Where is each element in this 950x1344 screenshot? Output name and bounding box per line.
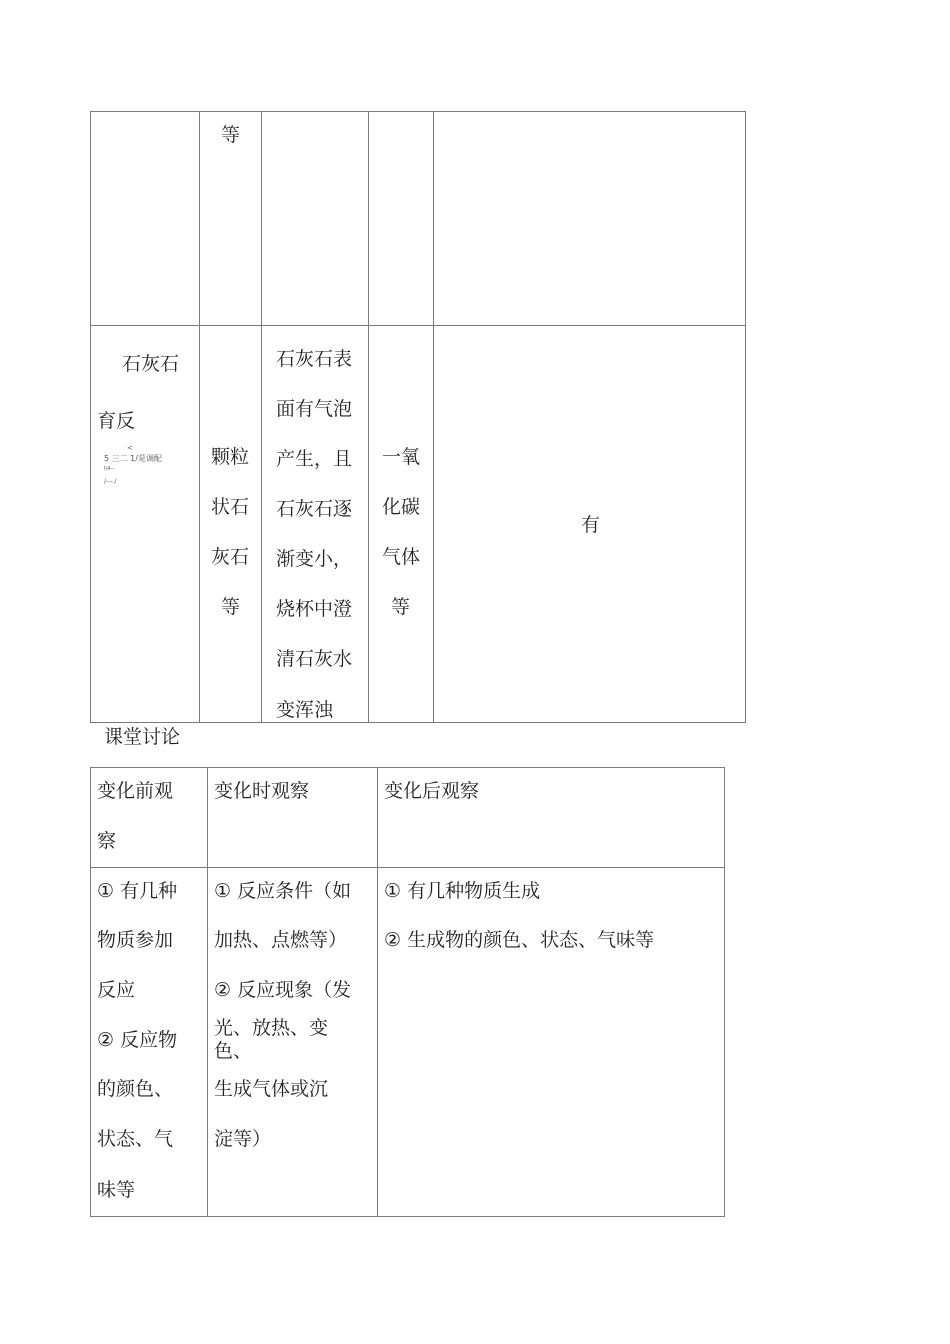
table-upper-col-border-5 — [745, 111, 746, 723]
table-upper-r2-c4-line4: 等 — [391, 596, 411, 618]
table-upper-r2-c2-line3: 灰石 — [211, 546, 250, 568]
table-lower-header-c3: 变化后观察 — [384, 780, 480, 802]
scan-smudge-1: < — [127, 444, 133, 452]
table-lower-header-c1-line2: 察 — [97, 830, 117, 852]
table-lower-col-border-0 — [90, 767, 91, 1217]
section-title: 课堂讨论 — [104, 726, 181, 748]
table-upper-col-border-1 — [199, 111, 200, 723]
table-lower-c3-line2: ② 生成物的颜色、状态、气味等 — [384, 929, 655, 951]
table-lower-c2-line3: ② 反应现象（发 — [214, 979, 352, 1001]
table-upper-r2-c3-line7: 清石灰水 — [276, 648, 353, 670]
table-lower-c3-line1: ① 有几种物质生成 — [384, 880, 541, 902]
table-upper-bottom-border — [90, 722, 746, 723]
scan-smudge-4: /---./ — [104, 478, 117, 485]
table-upper-r2-c2-line4: 等 — [221, 596, 241, 618]
table-upper-row-divider — [90, 325, 746, 326]
table-upper-r2-c4-line1: 一氧 — [382, 446, 421, 468]
table-lower-top-border — [90, 767, 725, 768]
scan-smudge-2: 5 三二 1/是调配 — [104, 454, 162, 463]
table-lower-c2-line2: 加热、点燃等） — [214, 929, 348, 951]
table-lower-bottom-border — [90, 1216, 725, 1217]
table-upper-r2-c1-line1: 石灰石 — [122, 353, 180, 375]
table-lower-col-border-2 — [377, 767, 378, 1217]
table-upper-r2-c2-line2: 状石 — [211, 496, 250, 518]
table-lower-c1-line4: ② 反应物 — [97, 1029, 178, 1051]
table-upper-r2-c3-line3: 产生，且 — [276, 448, 353, 470]
table-lower-c1-line1: ① 有几种 — [97, 880, 178, 902]
table-lower-c1-line7: 味等 — [97, 1179, 136, 1201]
table-upper-r2-c3-line6: 烧杯中澄 — [276, 598, 353, 620]
table-upper-r2-c4-line3: 气体 — [382, 546, 421, 568]
table-lower-col-border-1 — [207, 767, 208, 1217]
table-upper-top-border — [90, 111, 746, 112]
table-upper-r1-c2: 等 — [221, 124, 241, 146]
table-lower-c2-line6: 生成气体或沉 — [214, 1078, 329, 1100]
table-upper-r2-c3-line5: 渐变小， — [276, 548, 353, 570]
table-upper-r2-c3-line1: 石灰石表 — [276, 348, 353, 370]
table-upper-r2-c5: 有 — [581, 514, 601, 536]
table-lower-c2-line1: ① 反应条件（如 — [214, 880, 352, 902]
table-lower-header-c1-line1: 变化前观 — [97, 780, 174, 802]
table-lower-c2-line4: 光、放热、变 — [214, 1017, 329, 1039]
table-lower-c2-line7: 淀等） — [214, 1128, 272, 1150]
table-lower-header-c2: 变化时观察 — [214, 780, 310, 802]
table-upper-r2-c3-line2: 面有气泡 — [276, 398, 353, 420]
table-lower-c1-line2: 物质参加 — [97, 929, 174, 951]
table-upper-r2-c1-line2: 育反 — [97, 410, 136, 432]
table-lower-c1-line6: 状态、气 — [97, 1128, 174, 1150]
table-upper-r2-c3-line8: 变浑浊 — [276, 699, 334, 721]
table-upper-r2-c2-line1: 颗粒 — [211, 446, 250, 468]
scan-smudge-3: l\4-- — [104, 466, 114, 472]
table-lower-row-divider — [90, 867, 725, 868]
table-upper-col-border-0 — [90, 111, 91, 723]
table-lower-col-border-3 — [724, 767, 725, 1217]
table-lower-c2-line5: 色、 — [214, 1040, 253, 1062]
table-lower-c1-line5: 的颜色、 — [97, 1078, 174, 1100]
table-upper-col-border-3 — [368, 111, 369, 723]
table-lower-c1-line3: 反应 — [97, 979, 136, 1001]
table-upper-r2-c3-line4: 石灰石逐 — [276, 498, 353, 520]
table-upper-col-border-4 — [433, 111, 434, 723]
table-upper-col-border-2 — [261, 111, 262, 723]
table-upper-r2-c4-line2: 化碳 — [382, 496, 421, 518]
